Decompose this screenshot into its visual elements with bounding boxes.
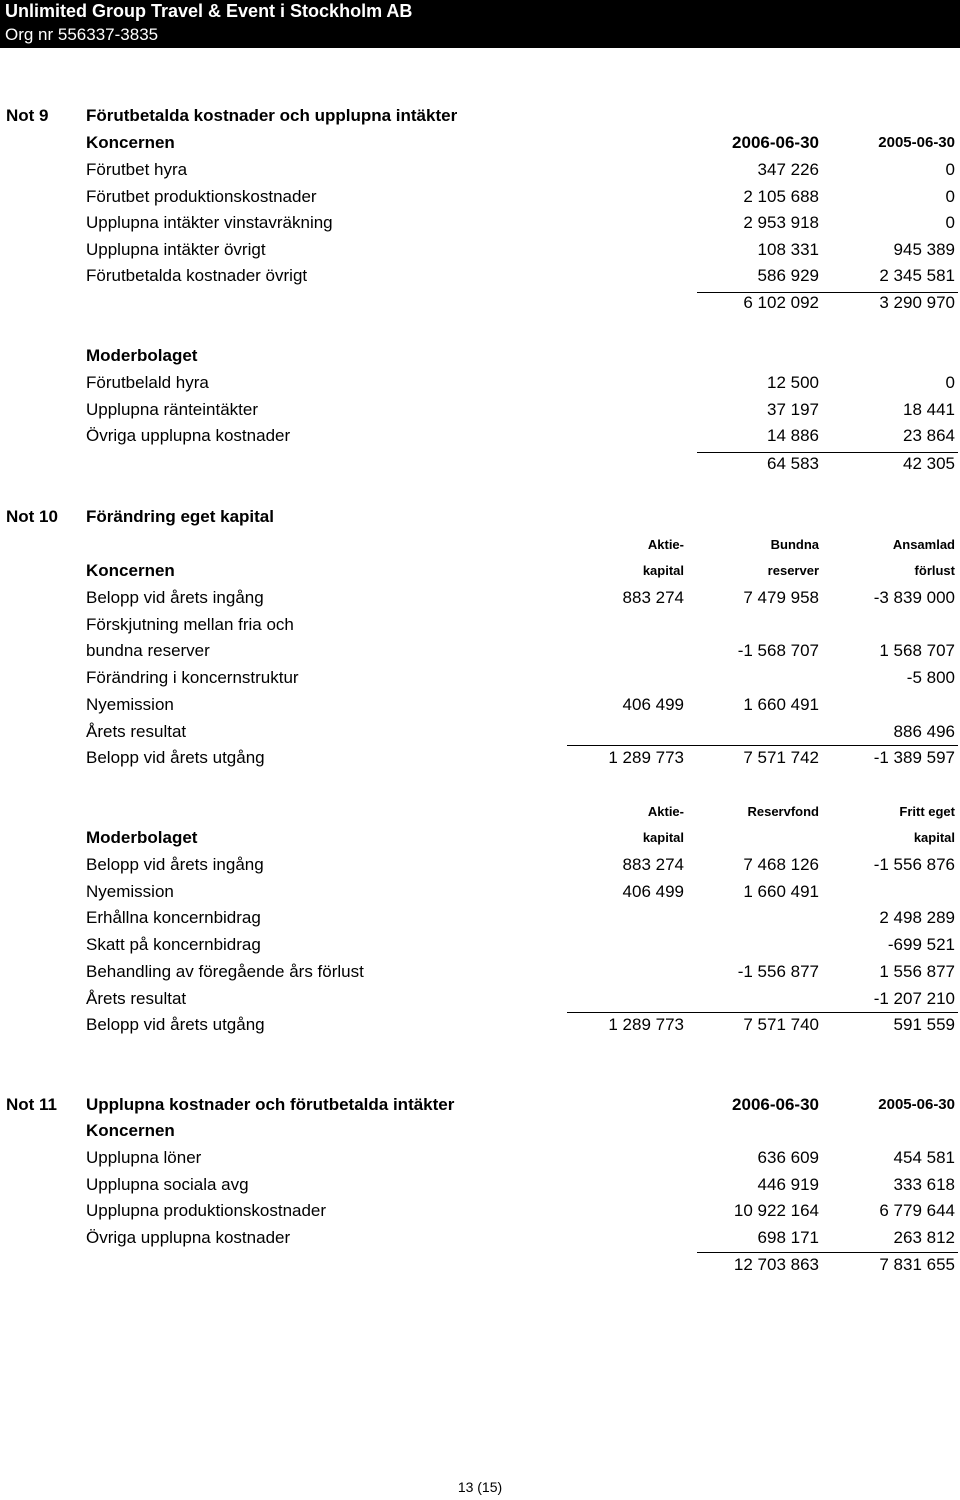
row-value: 12 500 [767,373,819,392]
total-value: 3 290 970 [879,293,955,312]
total-value: 42 305 [903,454,955,473]
column-header: 2006-06-30 [732,1095,819,1114]
row-value: -1 556 877 [737,961,819,981]
row-value: -1 389 597 [873,748,955,768]
row-label: Förutbetalda kostnader övrigt [86,266,308,286]
row-label: Skatt på koncernbidrag [86,935,261,955]
column-header: 2006-06-30 [732,133,819,152]
row-value: 1 289 773 [608,748,684,768]
row-value: -5 800 [906,668,955,688]
row-label: Belopp vid årets ingång [86,855,264,874]
row-label: Förutbet produktionskostnader [86,186,317,206]
column-header: kapital [642,563,684,578]
column-header: Aktie- [647,537,684,552]
row-value: 945 389 [893,239,955,259]
note-number: Not 10 [6,507,58,526]
note-title: Förändring eget kapital [86,507,274,526]
row-value: 0 [945,160,955,179]
row-value: 2 105 688 [743,186,819,206]
section-label: Moderbolaget [86,828,198,847]
row-label: Förändring i koncernstruktur [86,668,299,688]
row-label: Upplupna sociala avg [86,1174,249,1194]
page-header [0,0,960,48]
column-header: Ansamlad [892,537,955,552]
row-value: -1 556 876 [873,855,955,874]
row-value: 1 660 491 [743,881,819,901]
org-number: Org nr 556337-3835 [5,25,159,44]
row-label: Upplupna intäkter vinstavräkning [86,213,333,233]
row-value: 347 226 [757,160,819,179]
row-label: Nyemission [86,881,174,901]
section-label: Koncernen [86,1121,175,1140]
row-label: Förutbelald hyra [86,373,209,392]
row-value: 263 812 [893,1227,955,1247]
sum-line [697,1252,958,1253]
row-value: -1 568 707 [737,641,819,661]
row-value: 7 479 958 [743,588,819,607]
row-label: Erhållna koncernbidrag [86,908,261,928]
column-header: 2005-06-30 [878,1096,955,1113]
section-label: Koncernen [86,133,175,152]
note-title: Upplupna kostnader och förutbetalda intäkter [86,1095,455,1114]
row-value: 406 499 [622,881,684,901]
section-label: Koncernen [86,561,175,580]
row-value: 0 [945,213,955,233]
row-value: 14 886 [767,426,819,446]
row-value: 18 441 [903,399,955,419]
row-value: 454 581 [893,1148,955,1167]
column-header: Bundna [770,537,819,552]
row-value: 883 274 [622,588,684,607]
sum-line [567,745,958,746]
row-value: 10 922 164 [733,1201,819,1221]
row-value: 883 274 [622,855,684,874]
row-value: 406 499 [622,694,684,714]
column-header: 2005-06-30 [878,134,955,151]
row-label: Upplupna intäkter övrigt [86,239,266,259]
row-label: Upplupna ränteintäkter [86,399,259,419]
row-label: Årets resultat [86,721,187,741]
row-label: Belopp vid årets utgång [86,1015,265,1035]
row-value: -699 521 [887,935,955,955]
page-number: 13 (15) [457,1479,503,1495]
row-value: 1 289 773 [608,1015,684,1035]
row-value: 6 779 644 [879,1201,955,1221]
column-header: Fritt eget [899,804,955,819]
row-value: 23 864 [903,426,955,446]
section-label: Moderbolaget [86,346,198,365]
row-value: 1 556 877 [879,961,955,981]
row-label: Övriga upplupna kostnader [86,1227,291,1247]
note-title: Förutbetalda kostnader och upplupna intäkter [86,106,458,125]
row-label: Förutbet hyra [86,160,188,179]
column-header: Reservfond [747,804,819,819]
row-label: Nyemission [86,694,174,714]
row-label: bundna reserver [86,641,210,661]
row-label: Belopp vid årets ingång [86,588,264,607]
column-header: kapital [913,830,955,845]
row-label: Behandling av föregående års förlust [86,961,364,981]
sum-line [567,1012,958,1013]
row-label: Årets resultat [86,988,187,1008]
row-value: 0 [945,373,955,392]
company-name: Unlimited Group Travel & Event i Stockholm AB [5,1,413,21]
row-value: 0 [945,186,955,206]
row-value: 586 929 [757,266,819,286]
column-header: kapital [642,830,684,845]
row-value: 37 197 [767,399,819,419]
row-value: 108 331 [757,239,819,259]
row-label: Övriga upplupna kostnader [86,426,291,446]
row-value: 7 468 126 [743,855,819,874]
row-value: -3 839 000 [873,588,955,607]
row-label: Belopp vid årets utgång [86,748,265,768]
row-value: 1 660 491 [743,694,819,714]
row-value: 2 953 918 [743,213,819,233]
row-value: 698 171 [757,1227,819,1247]
total-value: 7 831 655 [879,1255,955,1274]
column-header: förlust [914,563,955,578]
row-value: 7 571 740 [743,1015,819,1035]
total-value: 12 703 863 [733,1255,819,1274]
column-header: reserver [767,563,819,578]
sum-line [697,452,958,453]
row-label: Upplupna löner [86,1148,202,1167]
row-value: 2 345 581 [879,266,955,286]
row-value: 2 498 289 [879,908,955,928]
row-label: Förskjutning mellan fria och [86,614,294,634]
row-value: 1 568 707 [879,641,955,661]
note-number: Not 11 [6,1095,58,1114]
row-label: Upplupna produktionskostnader [86,1201,327,1221]
row-value: -1 207 210 [873,988,955,1008]
row-value: 886 496 [893,721,955,741]
row-value: 446 919 [757,1174,819,1194]
note-number: Not 9 [6,106,49,125]
total-value: 6 102 092 [743,293,819,312]
row-value: 333 618 [893,1174,955,1194]
row-value: 636 609 [757,1148,819,1167]
row-value: 7 571 742 [743,748,819,768]
column-header: Aktie- [647,804,684,819]
total-value: 64 583 [767,454,819,473]
row-value: 591 559 [893,1015,955,1035]
